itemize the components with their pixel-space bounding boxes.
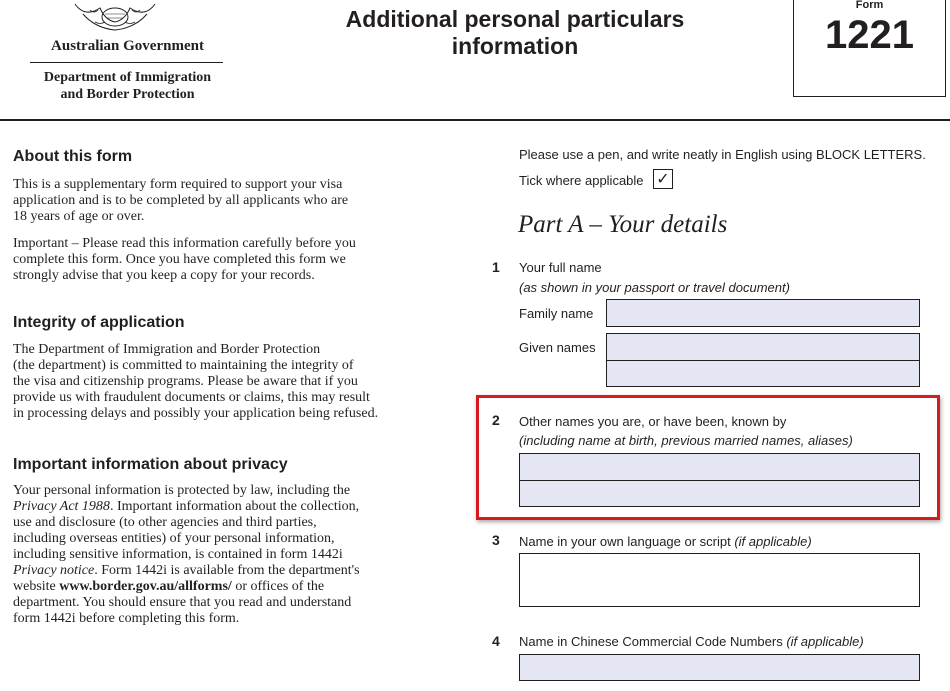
native-script-name-input[interactable] [519, 553, 920, 607]
department-name-line-2: and Border Protection [60, 87, 195, 102]
government-name: Australian Government [51, 38, 204, 54]
form-number: 1221 [825, 13, 914, 57]
text-line: application and is to be completed by all applicants who are [13, 193, 349, 208]
family-name-label: Family name [519, 306, 594, 321]
border-website-link[interactable]: www.border.gov.au/allforms/ [59, 579, 232, 594]
question-1-number: 1 [492, 259, 500, 275]
question-2-number: 2 [492, 412, 500, 428]
hint-text: (including name at birth, previous married names, aliases) [519, 433, 853, 448]
label-text: Name in Chinese Commercial Code Numbers [519, 634, 787, 649]
text-line: complete this form. Once you have completed this form we [13, 252, 346, 267]
privacy-act-reference: Privacy Act 1988 [13, 499, 110, 514]
text-line: (the department) is committed to maintaining the integrity of [13, 358, 354, 373]
question-3-label [519, 534, 812, 550]
form-number-box [793, 0, 946, 97]
text-line [13, 499, 445, 515]
coat-of-arms-icon [55, 0, 175, 34]
instruction-text: Please use a pen, and write neatly in English using BLOCK LETTERS. [519, 147, 926, 162]
part-a-title: Part A – Your details [518, 211, 728, 238]
question-2-highlight-box [476, 395, 940, 520]
question-4-label [519, 634, 864, 650]
form-label: Form [855, 0, 884, 11]
hint-text: (if applicable) [786, 634, 864, 649]
text-line: the visa and citizenship programs. Please be aware that if you [13, 374, 358, 389]
about-paragraph-1 [13, 177, 445, 225]
given-names-input-line-2[interactable] [606, 360, 920, 387]
integrity-heading: Integrity of application [13, 314, 185, 331]
text-span: website [13, 579, 60, 594]
text-line: department. You should ensure that you read and understand [13, 595, 352, 610]
text-span: . Form 1442i is available from the department's [94, 563, 360, 578]
privacy-notice-reference: Privacy notice [13, 563, 95, 578]
text-line: in processing delays and possibly your application being refused. [13, 406, 379, 421]
hint-text: (if applicable) [734, 534, 812, 549]
text-line: provide us with fraudulent documents or claims, this may result [13, 390, 370, 405]
family-name-input[interactable] [606, 299, 920, 327]
privacy-heading: Important information about privacy [13, 456, 288, 473]
question-1-hint [519, 280, 790, 296]
text-line: including overseas entities) of your personal information, [13, 531, 335, 546]
text-span: or offices of the [231, 579, 325, 594]
department-name [0, 69, 255, 103]
chinese-code-numbers-input[interactable] [519, 654, 920, 681]
label-text: Name in your own language or script [519, 534, 735, 549]
tick-label: Tick where applicable [519, 173, 644, 188]
text-line: strongly advise that you keep a copy for your records. [13, 268, 315, 283]
checkmark-icon: ✓ [656, 169, 670, 188]
text-line: Your personal information is protected by law, including the [13, 483, 351, 498]
text-line: The Department of Immigration and Border Protection [13, 342, 321, 357]
text-line [13, 563, 445, 579]
text-line: form 1442i before completing this form. [13, 611, 240, 626]
privacy-paragraph [13, 483, 445, 627]
header-divider [0, 119, 950, 121]
text-line: Important – Please read this information carefully before you [13, 236, 356, 251]
question-4-number: 4 [492, 633, 500, 649]
government-underline [30, 62, 223, 63]
text-span: . Important information about the collection, [109, 499, 360, 514]
form-title-line-1: Additional personal particulars [345, 6, 685, 32]
question-1-label: Your full name [519, 260, 602, 275]
question-2-label: Other names you are, or have been, known by [519, 414, 787, 429]
question-3-number: 3 [492, 532, 500, 548]
form-title [300, 6, 730, 60]
text-line: use and disclosure (to other agencies and third parties, [13, 515, 317, 530]
department-name-line-1: Department of Immigration [43, 70, 212, 85]
about-heading: About this form [13, 148, 133, 165]
integrity-paragraph [13, 342, 445, 422]
hint-text: (as shown in your passport or travel document) [519, 280, 790, 295]
about-paragraph-2 [13, 236, 445, 284]
given-names-input-line-1[interactable] [606, 333, 920, 361]
text-line: 18 years of age or over. [13, 209, 145, 224]
form-title-line-2: information [451, 33, 579, 59]
text-line: This is a supplementary form required to support your visa [13, 177, 343, 192]
tick-example-checkbox [653, 169, 673, 189]
text-line: including sensitive information, is contained in form 1442i [13, 547, 343, 562]
text-line [13, 579, 445, 595]
given-names-label: Given names [519, 340, 596, 355]
